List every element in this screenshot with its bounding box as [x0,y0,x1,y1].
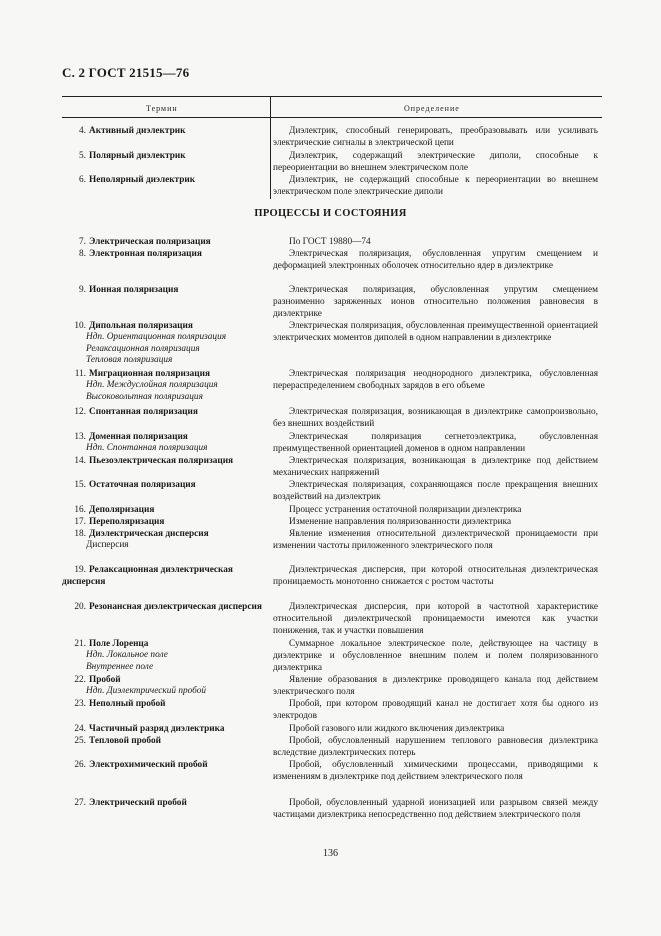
term-name: Деполяризация [89,505,155,515]
table-top-rule [62,96,602,97]
term-name: Неполярный диэлектрик [89,175,196,185]
term-name: Переполяризация [89,517,165,527]
definition-5: Диэлектрик, содержащий электрические диполи, способные к переориентации во внешнем электрическом поле [273,151,598,173]
definition-7: По ГОСТ 19880—74 [289,237,371,247]
term-synonym: Ндп. Ориентационная поляризация [86,332,227,342]
term-column-header: Термин [146,104,178,113]
definition-15: Электрическая поляризация, сохраняющаяся после прекращения внешних воздействий на диэлектрик [273,480,598,502]
page-title: С. 2 ГОСТ 21515—76 [62,65,190,80]
term-name: Активный диэлектрик [89,126,186,136]
definition-9: Электрическая поляризация, обусловленная упругим смещением разноименно заряженных ионов относительно положения равновесия в диэлектрике [273,285,598,319]
term-14: 14. Пьезоэлектрическая поляризация [74,456,234,466]
term-synonym: Внутреннее поле [86,661,154,672]
term-name: Электрохимический пробой [89,760,208,770]
term-synonym: Ндп. Диэлектрический пробой [86,686,207,696]
term-16: 16. Деполяризация [74,505,155,515]
term-synonym: Высоковольтная поляризация [86,391,203,402]
page-number: 136 [323,848,338,859]
term-name: Миграционная поляризация [89,369,211,379]
term-6: 6. Неполярный диэлектрик [79,175,196,185]
term-23: 23. Неполный пробой [74,699,166,709]
definition-16: Процесс устранения остаточной поляризации диэлектрика [289,505,522,515]
definition-8: Электрическая поляризация, обусловленная упругим смещением и деформацией электронных оболочек относительно ядер в диэлектрике [273,249,598,271]
definition-6: Диэлектрик, не содержащий способные к переориентации во внешнем электрическом поле электрические диполи [273,175,598,197]
term-9: 9. Ионная поляризация [79,285,179,295]
term-5: 5. Полярный диэлектрик [79,151,186,161]
definition-23: Пробой, при котором проводящий канал не достигает хотя бы одного из электродов [273,699,598,721]
term-name: Электрический пробой [89,798,187,808]
column-divider [270,96,271,118]
section-heading: ПРОЦЕССЫ И СОСТОЯНИЯ [254,208,407,219]
term-name: Электрическая поляризация [89,237,211,247]
definition-27: Пробой, обусловленный ударной ионизацией или разрывом связей между частицами диэлектрика непосредственно под действием электрического поля [273,798,598,820]
definition-14: Электрическая поляризация, возникающая в диэлектрике под действием механических напряжений [273,456,598,478]
term-synonym: Ндп. Междуслойная поляризация [86,380,218,390]
term-synonym: Ндп. Спонтанная поляризация [86,443,208,453]
term-27: 27. Электрический пробой [74,798,187,808]
term-name: Ионная поляризация [89,285,179,295]
definition-17: Изменение направления поляризованности диэлектрика [289,517,512,527]
term-4: 4. Активный диэлектрик [79,126,186,136]
term-synonym: Релаксационная поляризация [86,343,200,354]
term-26: 26. Электрохимический пробой [74,760,208,770]
definition-24: Пробой газового или жидкого включения диэлектрика [289,724,505,734]
column-divider-body [270,117,271,199]
term-name: Полярный диэлектрик [89,151,186,161]
term-17: 17. Переполяризация [74,517,165,527]
term-name: Резонансная диэлектрическая дисперсия [89,602,262,612]
term-name: Доменная поляризация [89,432,188,442]
definition-19: Диэлектрическая дисперсия, при которой относительная диэлектрическая проницаемость монотонно снижается с ростом частоты [273,565,598,587]
term-11: 11. Миграционная поляризация Ндп. Междуслойная поляризация Высоковольтная поляризация [62,368,267,403]
term-18: 18. Диэлектрическая дисперсия Дисперсия [62,528,267,552]
term-name: Поле Лоренца [89,639,149,649]
term-name: Электронная поляризация [89,249,202,259]
term-25: 25. Тепловой пробой [74,736,161,746]
term-name: Пробой [89,675,121,685]
definition-22: Явление образования в диэлектрике проводящего канала под действием электрического поля [273,675,598,697]
definition-4: Диэлектрик, способный генерировать, преобразовывать или усиливать электрические сигналы в электрической цепи [273,126,598,148]
term-13: 13. Доменная поляризация Ндп. Спонтанная поляризация [62,431,267,455]
term-name: Пьезоэлектрическая поляризация [89,456,234,466]
term-21: 21. Поле Лоренца Ндп. Локальное поле Внутреннее поле [62,638,267,673]
definition-12: Электрическая поляризация, возникающая в диэлектрике самопроизвольно, без внешних воздействий [273,407,598,429]
term-20: 20. Резонансная диэлектрическая дисперсия [74,602,262,612]
term-name: Остаточная поляризация [89,480,196,490]
definition-21: Суммарное локальное электрическое поле, действующее на частицу в диэлектрике и обусловленное внешним полем и полем поляризованного диэлектрика [273,639,598,673]
definition-13: Электрическая поляризация сегнетоэлектрика, обусловленная преимущественной ориентацией доменов в одном направлении [273,432,598,454]
term-22: 22. Пробой Ндп. Диэлектрический пробой [62,674,267,698]
term-name: Частичный разряд диэлектрика [89,724,225,734]
term-synonym: Дисперсия [86,540,129,550]
term-19: 19. Релаксационная диэлектрическая дисперсия [62,565,233,587]
definition-18: Явление изменения относительной диэлектрической проницаемости при изменении частоты приложенного электрического поля [273,529,598,551]
definition-26: Пробой, обусловленный химическими процессами, приводящими к изменениям в диэлектрике под действием электрического поля [273,760,598,782]
term-12: 12. Спонтанная поляризация [74,407,198,417]
definition-10: Электрическая поляризация, обусловленная преимущественной ориентацией электрических моментов диполей в одном направлении в диэлектрике [273,321,598,343]
term-name: Релаксационная диэлектрическая дисперсия [62,565,233,587]
definition-25: Пробой, обусловленный нарушением теплового равновесия диэлектрика вследствие диэлектрических потерь [273,736,598,758]
term-name: Неполный пробой [89,699,166,709]
term-synonym: Ндп. Локальное поле [86,650,168,660]
term-synonym: Тепловая поляризация [86,355,173,366]
table-head-rule [62,117,602,118]
term-name: Тепловой пробой [89,736,161,746]
term-name: Спонтанная поляризация [89,407,198,417]
term-15: 15. Остаточная поляризация [74,480,196,490]
term-name: Дипольная поляризация [89,321,193,331]
definition-20: Диэлектрическая дисперсия, при которой в частотной характеристике относительной диэлектрической проницаемости имеются как участки понижения, так и участки повышения [273,602,598,636]
term-7: 7. Электрическая поляризация [79,237,211,247]
term-24: 24. Частичный разряд диэлектрика [74,724,225,734]
definition-column-header: Определение [404,104,460,113]
term-8: 8. Электронная поляризация [79,249,202,259]
definition-11: Электрическая поляризация неоднородного диэлектрика, обусловленная перераспределением свободных зарядов в его объеме [273,369,598,391]
term-10: 10. Дипольная поляризация Ндп. Ориентационная поляризация Релаксационная поляризация Тепловая поляризация [62,320,267,367]
term-name: Диэлектрическая дисперсия [89,529,209,539]
